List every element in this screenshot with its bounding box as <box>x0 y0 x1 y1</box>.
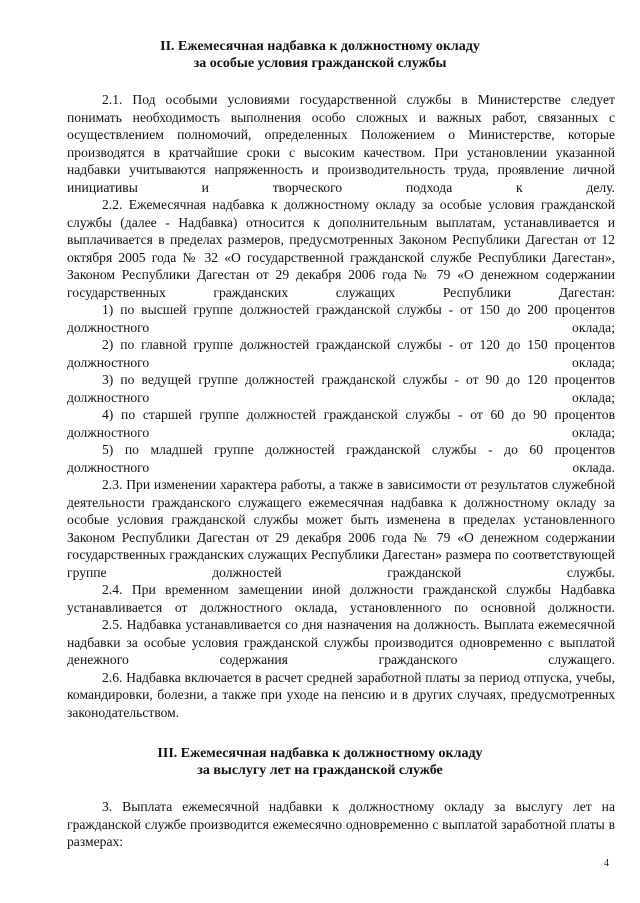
section-2-body <box>67 91 615 721</box>
section-3-heading-line-1: III. Ежемесячная надбавка к должностному окладу <box>157 746 483 761</box>
section-3-body <box>67 798 615 851</box>
paragraph-3: 3. Выплата ежемесячной надбавки к должностному окладу за выслугу лет на гражданской службе производится ежемесячно одновременно с выплатой заработной платы в размерах: <box>67 799 615 849</box>
section-2-heading-line-2: за особые условия гражданской службы <box>193 56 447 71</box>
paragraph-2-3: 2.3. При изменении характера работы, а также в зависимости от результатов служебной деятельности гражданского служащего ежемесячная надбавка к должностному окладу за особые условия гражданской службы может быть изменена в пределах установленного Законом Республики Дагестан от 29 декабря 2006 года № 79 «О денежном содержании государственных гражданских служащих Республики Дагестан» размера по соответствующей группе должностей гражданской службы. <box>67 477 615 580</box>
list-item-2: 2) по главной группе должностей гражданской службы - от 120 до 150 процентов должностного оклада; <box>67 337 615 370</box>
section-2-heading-line-1: II. Ежемесячная надбавка к должностному окладу <box>160 39 480 54</box>
page-number: 4 <box>604 858 609 869</box>
paragraph-2-4: 2.4. При временном замещении иной должности гражданской службы Надбавка устанавливается от должностного оклада, установленного по основной должности. <box>67 582 615 615</box>
paragraph-2-1: 2.1. Под особыми условиями государственной службы в Министерстве следует понимать необходимость выполнения особо сложных и важных работ, связанных с осуществлением полномочий, определенных Положением о Министерстве, которые производятся в кратчайшие сроки с высоким качеством. При установлении указанной надбавки учитываются напряженность и производительность труда, проявление личной инициативы и творческого подхода к делу. <box>67 92 615 195</box>
paragraph-2-2: 2.2. Ежемесячная надбавка к должностному окладу за особые условия гражданской службы (далее - Надбавка) относится к дополнительным выплатам, устанавливается и выплачивается в пределах размеров, предусмотренных Законом Республики Дагестан от 12 октября 2005 года № 32 «О государственной гражданской службе Республики Дагестан», Законом Республики Дагестан от 29 декабря 2006 года № 79 «О денежном содержании государственных гражданских служащих Республики Дагестан: <box>67 197 615 300</box>
paragraph-2-6: 2.6. Надбавка включается в расчет средней заработной платы за период отпуска, учебы, командировки, болезни, а также при уходе на пенсию и в других случаях, предусмотренных законодательством. <box>67 669 615 720</box>
section-3-heading-line-2: за выслугу лет на гражданской службе <box>197 763 443 778</box>
paragraph-2-5: 2.5. Надбавка устанавливается со дня назначения на должность. Выплата ежемесячной надбавки за особые условия гражданской службы производится одновременно с выплатой денежного содержания гражданского служащего. <box>67 617 615 667</box>
section-2-heading <box>0 38 640 72</box>
list-item-5: 5) по младшей группе должностей гражданской службы - до 60 процентов должностного оклада. <box>67 442 615 475</box>
list-item-3: 3) по ведущей группе должностей гражданской службы - от 90 до 120 процентов должностного оклада; <box>67 372 615 405</box>
list-item-1: 1) по высшей группе должностей гражданской службы - от 150 до 200 процентов должностного оклада; <box>67 302 615 335</box>
list-item-4: 4) по старшей группе должностей гражданской службы - от 60 до 90 процентов должностного оклада; <box>67 407 615 440</box>
section-3-heading <box>0 745 640 779</box>
